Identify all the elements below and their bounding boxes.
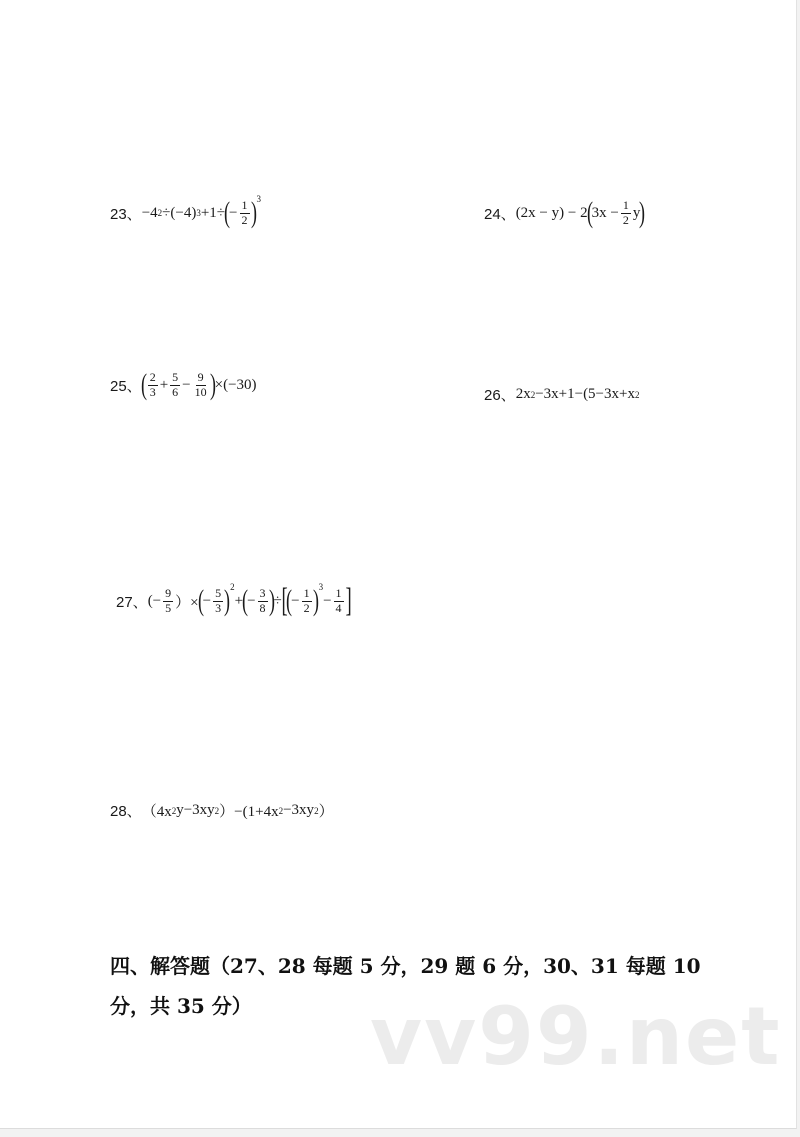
fraction: $\frac{9}{5}$: [165, 586, 172, 615]
problem-number: 26、: [484, 387, 516, 404]
fraction: $\frac{2}{3}$: [149, 370, 156, 399]
section-heading-line-2: 分，共 35 分）: [110, 994, 252, 1018]
fraction: $\frac{9}{10}$: [194, 370, 207, 399]
fraction: $\frac{5}{3}$: [215, 586, 222, 615]
problem-24: 24、 (2x − y) − 2 ( 3x − $\frac{1}{2}$ y ): [484, 196, 646, 229]
problem-27: 27、 (− $\frac{9}{5}$ ）× ( − $\frac{5}{3}$ ) 2 + ( − $\frac{3}{8}$ ) ÷ [ ( − $\frac{1}{2}$ ) 3 − $\frac{1}{4}$ ]: [116, 582, 352, 619]
fraction: $\frac{1}{2}$: [303, 586, 310, 615]
problem-number: 23、: [110, 205, 142, 223]
problem-number: 27、: [116, 593, 148, 611]
fraction: $\frac{1}{4}$: [335, 586, 342, 615]
problem-25: 25、 ( $\frac{2}{3}$ + $\frac{5}{6}$ − $\frac{9}{10}$ ) ×(−30): [110, 368, 257, 401]
problem-number: 24、: [484, 205, 516, 223]
fraction: $\frac{1}{2}$: [241, 198, 248, 227]
problem-23: 23、 −4 2 ÷ (−4) 3 +1÷ ( − $\frac{1}{2}$ ) 3: [110, 194, 262, 229]
fraction: $\frac{1}{2}$: [622, 198, 629, 227]
section-heading-line-1: 四、解答题（27、28 每题 5 分，29 题 6 分，30、31 每题 10: [110, 954, 701, 978]
fraction: $\frac{5}{6}$: [172, 370, 179, 399]
problem-number: 28、: [110, 803, 142, 820]
watermark: vv99.net: [370, 990, 782, 1083]
problem-number: 25、: [110, 377, 142, 395]
fraction: $\frac{3}{8}$: [259, 586, 266, 615]
problem-26: 26、 2x 2 −3x+1−(5−3x+x 2: [484, 386, 640, 404]
problem-28: 28、 （4x 2 y−3xy 2 ）−(1+4x 2 −3xy 2 ）: [110, 802, 334, 820]
